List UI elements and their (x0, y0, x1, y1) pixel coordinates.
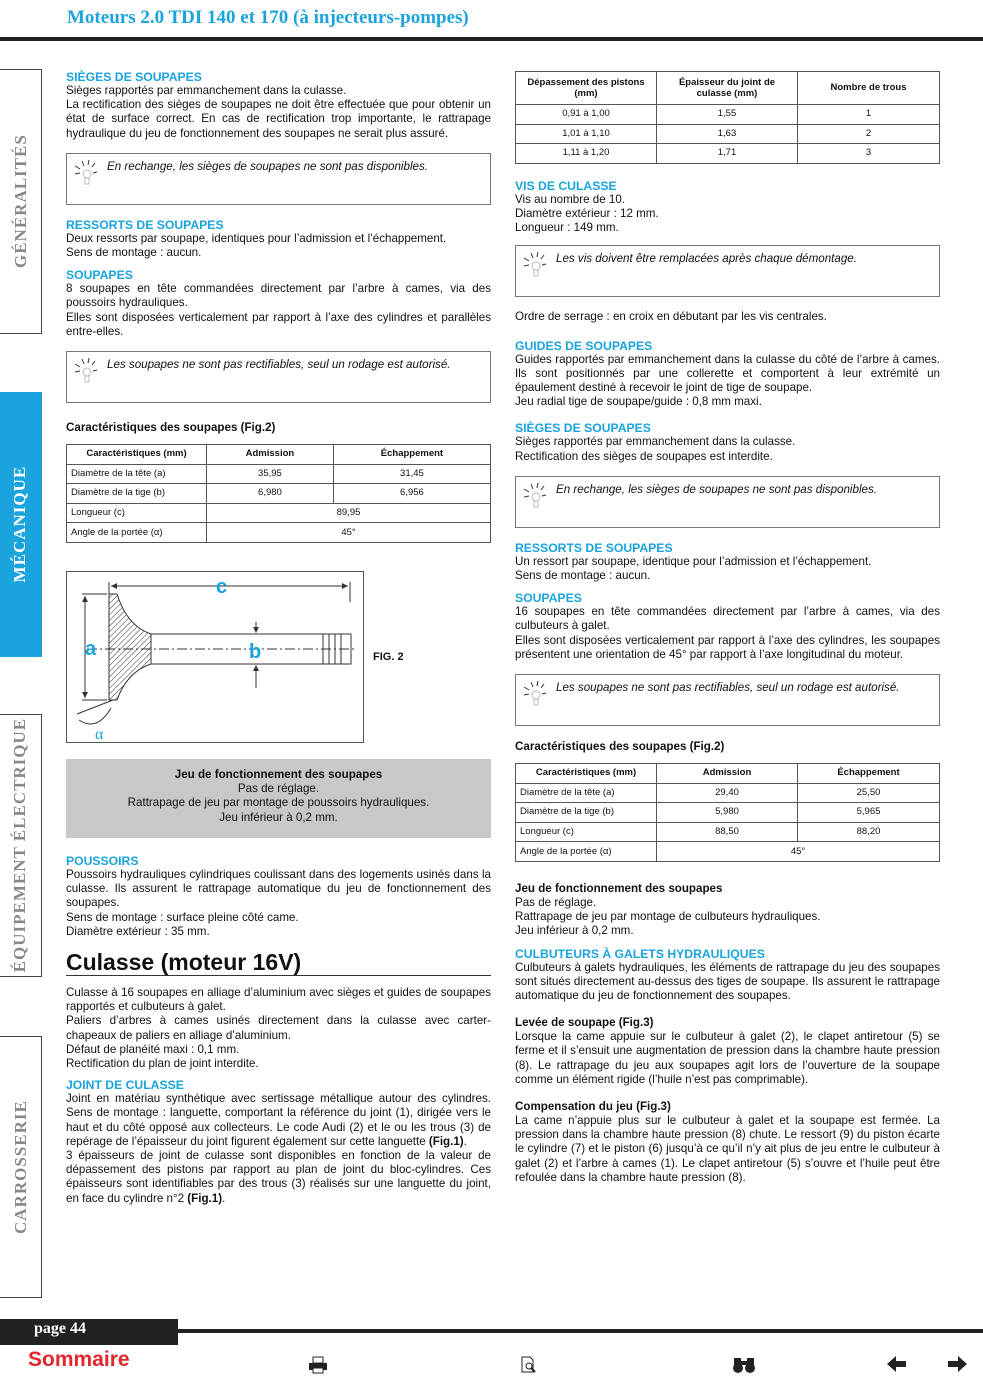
paragraph (66, 1092, 491, 1149)
note-text: Les soupapes ne sont pas rectifiables, seul un rodage est autorisé. (556, 681, 900, 695)
lightbulb-icon (522, 681, 556, 709)
lightbulb-icon (73, 160, 107, 188)
page-number: page 44 (0, 1319, 178, 1345)
section-title: VIS DE CULASSE (515, 178, 617, 193)
paragraph: Elles sont disposées verticalement par rapport à l’axe des cylindres et parallèles entre-elles. (66, 310, 491, 338)
tab-carrosserie-label: CARROSSERIE (10, 1100, 30, 1234)
paragraph: Deux ressorts par soupape, identiques pour l’admission et l’échappement. (66, 231, 447, 245)
paragraph: Un ressort par soupape, identique pour l’admission et l’échappement. (515, 554, 872, 568)
table-cell: 3 (798, 144, 940, 164)
note-text: En rechange, les sièges de soupapes ne sont pas disponibles. (556, 482, 877, 496)
table-header: Admission (657, 764, 798, 784)
table-cell: 6,956 (333, 484, 490, 504)
text-run: . (222, 1191, 226, 1205)
subsection-title: Jeu de fonctionnement des soupapes (515, 882, 723, 895)
note-text: En rechange, les sièges de soupapes ne sont pas disponibles. (107, 159, 428, 173)
paragraph: Elles sont disposées verticalement par rapport à l’axe des cylindres, les soupapes présentent une orientation de 45° par rapport à l’axe longitudinal du moteur. (515, 633, 940, 661)
paragraph: Guides rapportés par emmanchement dans la culasse du côté de l’arbre à cames. Ils sont positionnés par une collerette et comportent à leur extrémité un épaulement destiné à recevoir le joint de tige de soupape. (515, 352, 940, 394)
tab-equipement-label: ÉQUIPEMENT ÉLECTRIQUE (10, 718, 30, 973)
table-row (67, 523, 491, 543)
table-row (516, 105, 940, 125)
clearance-box (66, 759, 491, 838)
table-cell: 5,980 (657, 803, 798, 823)
dimension-b-label: b (249, 641, 262, 663)
subsection-title: Levée de soupape (Fig.3) (515, 1016, 654, 1030)
paragraph: La came n’appuie plus sur le culbuteur à galet et la soupape est fermée. La pression dans la chambre haute pression (8) chute. Le ressort (9) du piston écarte le cylindre (7) et le piston (6) jusqu’à ce qu’il n’y ait plus de jeu entre le culbuteur à galet (2) et l’arbre à cames (1). Le clapet antiretour (5) s’ouvre et l’huile peut être refoulée dans la chambre haute pression (8). (515, 1114, 940, 1184)
paragraph: Culasse à 16 soupapes en alliage d’aluminium avec sièges et guides de soupapes rapportés et culbuteurs à galet. (66, 986, 491, 1014)
table-header: Épaisseur du joint de culasse (mm) (657, 72, 798, 105)
paragraph: Sièges rapportés par emmanchement dans la culasse. (66, 84, 347, 97)
table-cell: Angle de la portée (α) (516, 842, 657, 862)
table-row (67, 484, 491, 504)
tab-carrosserie[interactable] (0, 1036, 42, 1298)
paragraph: Culbuteurs à galets hydrauliques, les éléments de rattrapage du jeu des soupapes sont situés directement au-dessus des tiges de soupape. Ils assurent le rattrapage automatique du jeu de fonctionnement des soupapes. (515, 960, 940, 1003)
table-cell: 29,40 (657, 783, 798, 803)
arrow-right-icon[interactable] (947, 1356, 967, 1378)
table-header-row (516, 764, 940, 784)
note-box (515, 476, 940, 528)
table-cell: 1,71 (657, 144, 798, 164)
tab-mecanique-label: MÉCANIQUE (10, 466, 30, 583)
footer-rule (178, 1329, 983, 1333)
table-cell: 88,20 (798, 822, 940, 842)
table-header-row (516, 72, 940, 105)
table-row (67, 503, 491, 523)
valve-figure (66, 571, 364, 743)
dimension-a-label: a (85, 638, 97, 660)
section-title: GUIDES DE SOUPAPES (515, 338, 653, 353)
table-cell: 6,980 (207, 484, 334, 504)
paragraph: Sièges rapportés par emmanchement dans la culasse. (515, 435, 796, 449)
subsection-title: Compensation du jeu (Fig.3) (515, 1100, 671, 1114)
table-cell: 45° (207, 523, 491, 543)
table-cell: 1,01 à 1,10 (516, 124, 657, 144)
table-header: Dépassement des pistons (mm) (516, 72, 657, 105)
document-zoom-icon[interactable] (520, 1356, 538, 1378)
table-cell: Longueur (c) (516, 822, 657, 842)
printer-icon[interactable] (308, 1356, 328, 1378)
gasket-thickness-table (515, 71, 940, 164)
paragraph: Rectification des sièges de soupapes est interdite. (515, 449, 773, 463)
paragraph: Vis au nombre de 10. (515, 192, 625, 206)
paragraph: Diamètre extérieur : 35 mm. (66, 924, 210, 938)
clearance-line: Jeu inférieur à 0,2 mm. (219, 810, 338, 824)
paragraph (66, 1149, 491, 1206)
note-text: Les soupapes ne sont pas rectifiables, seul un rodage est autorisé. (107, 358, 451, 372)
paragraph: Jeu radial tige de soupape/guide : 0,8 mm maxi. (515, 395, 762, 409)
page-title: Moteurs 2.0 TDI 140 et 170 (à injecteurs-pompes) (67, 7, 469, 28)
dimension-alpha-label: α (95, 726, 104, 742)
table-row (516, 803, 940, 823)
section-title: RESSORTS DE SOUPAPES (66, 217, 224, 232)
text-run: Joint en matériau synthétique avec sertissage métallique autour des cylindres. Sens de montage : languette, comportant la référence du joint (1), dirigée vers le haut et du côté opposé aux collecteurs. Le code Audi (2) et le ou les trous (3) de repérage de l’épaisseur du joint figurent également sur cette languette (66, 1092, 491, 1148)
lightbulb-icon (73, 358, 107, 386)
paragraph: Défaut de planéité maxi : 0,1 mm. (66, 1042, 240, 1056)
paragraph: Poussoirs hydrauliques cylindriques coulissant dans des logements usinés dans la culasse. Ils assurent le rattrapage automatique du jeu de fonctionnement des soupapes. (66, 868, 491, 910)
left-column (66, 70, 491, 543)
tab-mecanique[interactable] (0, 392, 42, 657)
table-cell: Diamètre de la tête (a) (516, 783, 657, 803)
note-box (515, 245, 940, 297)
paragraph: Ordre de serrage : en croix en débutant par les vis centrales. (515, 310, 827, 324)
table-title: Caractéristiques des soupapes (Fig.2) (515, 740, 725, 754)
valve-spec-table-16v (515, 763, 940, 862)
chapter-title: Culasse (moteur 16V) (66, 949, 491, 976)
lightbulb-icon (522, 252, 556, 280)
table-cell: 35,95 (207, 464, 334, 484)
table-row (516, 124, 940, 144)
paragraph: Longueur : 149 mm. (515, 221, 619, 235)
table-header: Nombre de trous (798, 72, 940, 105)
valve-diagram (67, 572, 363, 742)
paragraph: 8 soupapes en tête commandées directement par l’arbre à cames, via des poussoirs hydrauliques. (66, 282, 491, 310)
section-title: SIÈGES DE SOUPAPES (515, 421, 651, 436)
tab-generalites-label: GÉNÉRALITÉS (10, 134, 30, 269)
note-text: Les vis doivent être remplacées après chaque démontage. (556, 252, 857, 266)
paragraph: Sens de montage : aucun. (515, 569, 651, 583)
figure-reference: (Fig.1) (187, 1191, 223, 1205)
table-cell: 1 (798, 105, 940, 125)
section-title: JOINT DE CULASSE (66, 1078, 184, 1093)
note-box (515, 674, 940, 726)
table-row (67, 464, 491, 484)
table-title: Caractéristiques des soupapes (Fig.2) (66, 421, 276, 435)
paragraph: Pas de réglage. (515, 896, 597, 909)
lightbulb-icon (522, 483, 556, 511)
table-row (516, 842, 940, 862)
table-header: Échappement (333, 445, 490, 465)
table-cell: 2 (798, 124, 940, 144)
text-run: 3 épaisseurs de joint de culasse sont disponibles en fonction de la valeur de dépassement des pistons par rapport au plan de joint du bloc-cylindres. Ces épaisseurs sont identifiables par des trous (3) réalisés sur une languette du joint, en face du cylindre n°2 (66, 1149, 491, 1205)
binoculars-icon[interactable] (732, 1356, 756, 1378)
section-title: CULBUTEURS À GALETS HYDRAULIQUES (515, 946, 765, 961)
paragraph: Sens de montage : surface pleine côté came. (66, 910, 299, 924)
table-header: Admission (207, 445, 334, 465)
tab-equipement-electrique[interactable] (0, 714, 42, 977)
valve-spec-table (66, 444, 491, 543)
table-row (516, 783, 940, 803)
clearance-line: Pas de réglage. (237, 782, 320, 796)
paragraph: Rattrapage de jeu par montage de culbuteurs hydrauliques. (515, 910, 821, 924)
right-column (515, 71, 940, 1185)
section-title: SIÈGES DE SOUPAPES (66, 70, 202, 84)
table-cell: 5,965 (798, 803, 940, 823)
sommaire-link[interactable]: Sommaire (28, 1348, 130, 1371)
figure-reference: (Fig.1) (428, 1134, 464, 1148)
text-run: . (463, 1134, 467, 1148)
table-cell: 89,95 (207, 503, 491, 523)
arrow-left-icon[interactable] (887, 1356, 907, 1378)
paragraph: Diamètre extérieur : 12 mm. (515, 206, 659, 220)
section-title: SOUPAPES (515, 591, 582, 606)
table-row (516, 822, 940, 842)
table-cell: Diamètre de la tige (b) (67, 484, 207, 504)
table-cell: 0,91 à 1,00 (516, 105, 657, 125)
section-title: POUSSOIRS (66, 854, 139, 868)
table-header: Caractéristiques (mm) (516, 764, 657, 784)
left-column-lower (66, 854, 491, 1206)
table-row (516, 144, 940, 164)
table-cell: 25,50 (798, 783, 940, 803)
table-header: Caractéristiques (mm) (67, 445, 207, 465)
paragraph: Rectification du plan de joint interdite. (66, 1057, 259, 1071)
table-cell: 1,11 à 1,20 (516, 144, 657, 164)
table-cell: 88,50 (657, 822, 798, 842)
table-cell: Diamètre de la tige (b) (516, 803, 657, 823)
clearance-title: Jeu de fonctionnement des soupapes (174, 768, 383, 781)
table-cell: 1,63 (657, 124, 798, 144)
paragraph: 16 soupapes en tête commandées directement par l’arbre à cames, via des culbuteurs à galet. (515, 605, 940, 633)
section-title: RESSORTS DE SOUPAPES (515, 540, 673, 555)
note-box (66, 351, 491, 403)
clearance-line: Rattrapage de jeu par montage de poussoirs hydrauliques. (127, 796, 430, 810)
table-header-row (67, 445, 491, 465)
figure-label: FIG. 2 (373, 651, 404, 663)
table-cell: Longueur (c) (67, 503, 207, 523)
paragraph: Sens de montage : aucun. (66, 246, 202, 260)
tab-generalites[interactable] (0, 69, 42, 334)
table-cell: Diamètre de la tête (a) (67, 464, 207, 484)
table-cell: 1,55 (657, 105, 798, 125)
section-title: SOUPAPES (66, 268, 133, 283)
note-box (66, 153, 491, 205)
table-header: Échappement (798, 764, 940, 784)
paragraph: Jeu inférieur à 0,2 mm. (515, 924, 634, 938)
table-cell: 31,45 (333, 464, 490, 484)
header-rule (0, 37, 983, 41)
table-cell: Angle de la portée (α) (67, 523, 207, 543)
table-cell: 45° (657, 842, 940, 862)
paragraph: Lorsque la came appuie sur le culbuteur à galet (2), le clapet antiretour (5) se ferme et il s’ensuit une augmentation de pression dans la chambre haute pression (8). Le rattrapage du jeu aux soupapes agit lors de l’ouverture de la soupape comme un élément rigide (l’huile n’est pas comprimable). (515, 1030, 940, 1086)
dimension-c-label: c (216, 576, 228, 598)
paragraph: Paliers d’arbres à cames usinés directement dans la culasse avec carter-chapeaux de paliers en alliage d’aluminium. (66, 1014, 491, 1042)
paragraph: La rectification des sièges de soupapes ne doit être effectuée que pour obtenir un état de surface correct. En cas de rectification trop importante, le rattrapage hydraulique du jeu de fonctionnement des soupapes ne serait plus assuré. (66, 98, 491, 140)
